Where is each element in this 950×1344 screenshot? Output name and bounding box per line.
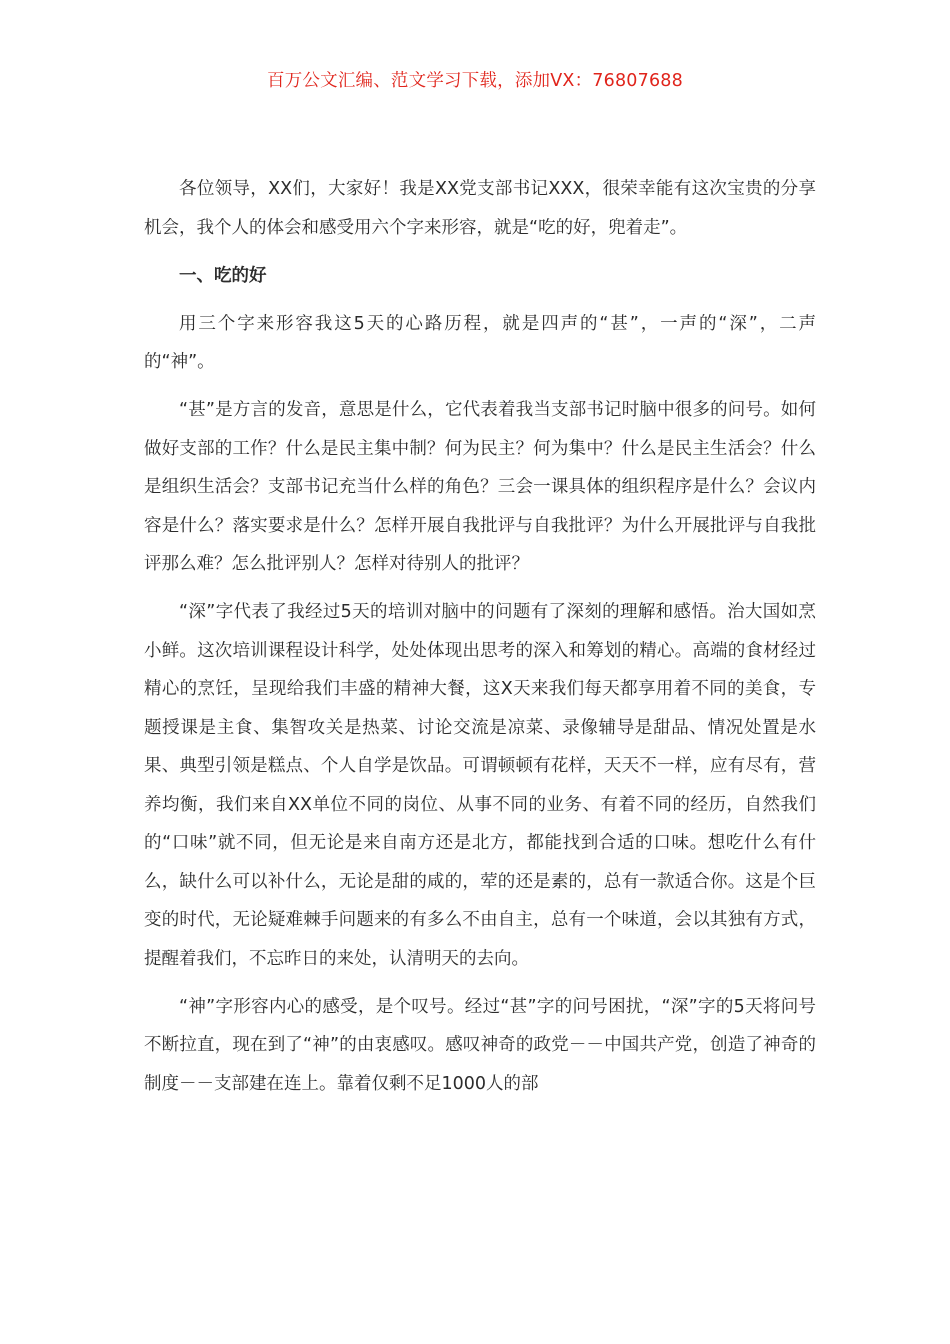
promo-banner: 百万公文汇编、范文学习下载，添加VX：76807688 [267,71,683,91]
paragraph-greeting: 各位领导，XX们，大家好！我是XX党支部书记XXX，很荣幸能有这次宝贵的分享机会，我个人的体会和感受用六个字来形容，就是“吃的好，兜着走”。 [144,179,816,238]
paragraph-shen-wonder: “神”字形容内心的感受，是个叹号。经过“甚”字的问号困扰，“深”字的5天将问号不断拉直，现在到了“神”的由衷感叹。感叹神奇的政党－－中国共产党，创造了神奇的制度－－支部建在连上。靠着仅剩不足1000人的部 [144,996,816,1094]
document-body [144,170,816,1113]
paragraph-intro: 用三个字来形容我这5天的心路历程，就是四声的“甚”，一声的“深”，二声的“神”。 [144,313,816,372]
paragraph-shen-question: “甚”是方言的发音，意思是什么，它代表着我当支部书记时脑中很多的问号。如何做好支部的工作？什么是民主集中制？何为民主？何为集中？什么是民主生活会？什么是组织生活会？支部书记充当什么样的角色？三会一课具体的组织程序是什么？会议内容是什么？落实要求是什么？怎样开展自我批评与自我批评？为什么开展批评与自我批评那么难？怎么批评别人？怎样对待别人的批评？ [144,400,816,574]
section-heading: 一、吃的好 [179,265,267,286]
paragraph-shen-deep: “深”字代表了我经过5天的培训对脑中的问题有了深刻的理解和感悟。治大国如烹小鲜。这次培训课程设计科学，处处体现出思考的深入和筹划的精心。高端的食材经过精心的烹饪，呈现给我们丰盛的精神大餐，这X天来我们每天都享用着不同的美食，专题授课是主食、集智攻关是热菜、讨论交流是凉菜、录像辅导是甜品、情况处置是水果、典型引领是糕点、个人自学是饮品。可谓顿顿有花样，天天不一样，应有尽有，营养均衡，我们来自XX单位不同的岗位、从事不同的业务、有着不同的经历，自然我们的“口味”就不同，但无论是来自南方还是北方，都能找到合适的口味。想吃什么有什么，缺什么可以补什么，无论是甜的咸的，荤的还是素的，总有一款适合你。这是个巨变的时代，无论疑难棘手问题来的有多么不由自主，总有一个味道，会以其独有方式，提醒着我们，不忘昨日的来处，认清明天的去向。 [144,602,816,969]
